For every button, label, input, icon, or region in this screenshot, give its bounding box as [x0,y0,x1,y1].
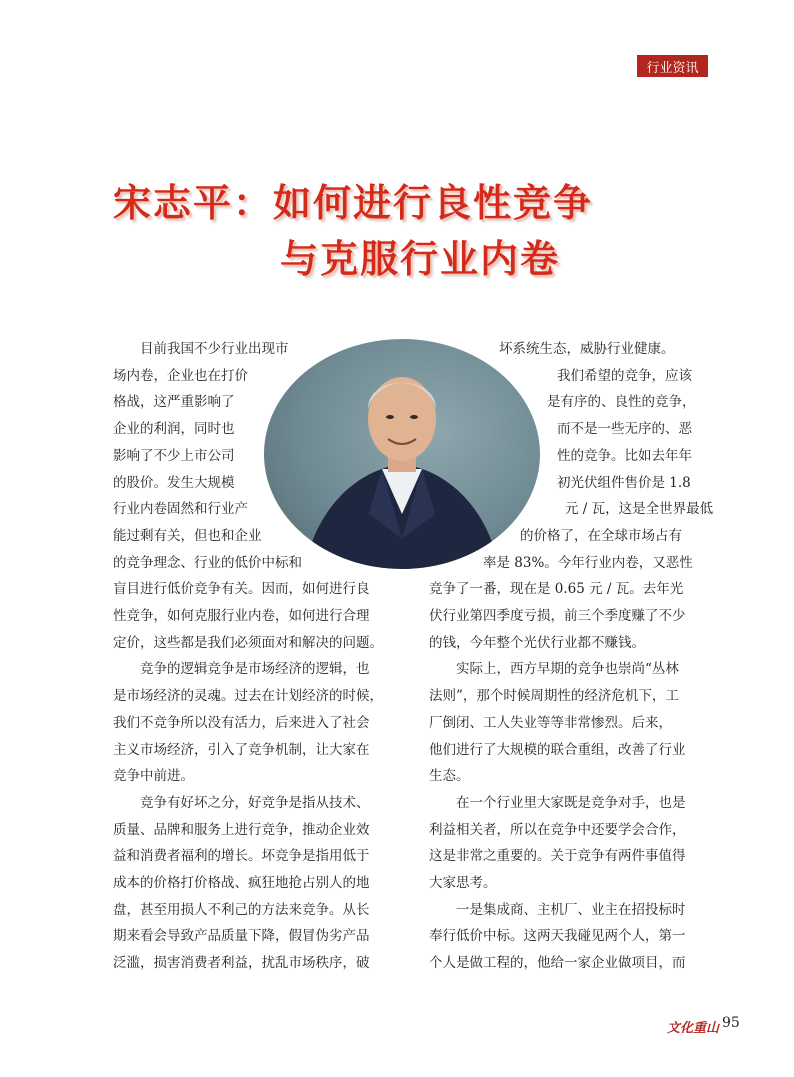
left-column-line: 期来看会导致产品质量下降，假冒伪劣产品 [113,928,370,944]
right-column-line: 初光伏组件售价是 1.8 [557,475,691,491]
left-column-line: 主义市场经济，引入了竞争机制，让大家在 [113,742,370,758]
right-column-line: 是有序的、良性的竞争， [547,394,696,410]
right-column-line: 生态。 [429,768,470,784]
left-column-line: 行业内卷固然和行业产 [113,501,248,517]
left-column-line: 定价，这些都是我们必须面对和解决的问题。 [113,635,383,651]
left-column-line: 场内卷，企业也在打价 [113,368,248,384]
left-column-line: 益和消费者福利的增长。坏竞争是指用低于 [113,848,370,864]
left-column-line: 竞争的逻辑竞争是市场经济的逻辑，也 [113,661,370,677]
right-column-line: 个人是做工程的，他给一家企业做项目，而 [429,955,686,971]
section-tag: 行业资讯 [637,55,708,77]
right-column-line: 大家思考。 [429,875,497,891]
left-column-line: 影响了不少上市公司 [113,448,235,464]
page-number: 95 [722,1015,740,1031]
left-column-line: 的竞争理念、行业的低价中标和 [113,555,302,571]
right-column-line: 奉行低价中标。这两天我碰见两个人，第一 [429,928,686,944]
right-column-line: 率是 83%。今年行业内卷，又恶性 [483,555,693,571]
left-column-line: 竞争有好坏之分，好竞争是指从技术、 [113,795,370,811]
left-column-line: 盘，甚至用损人不利己的方法来竞争。从长 [113,902,370,918]
right-column-line: 我们希望的竞争，应该 [557,368,692,384]
left-column-line: 企业的利润，同时也 [113,421,235,437]
article-title-line-1: 宋志平：如何进行良性竞争 [113,180,594,225]
portrait-photo [264,339,540,569]
right-column-line: 一是集成商、主机厂、业主在招投标时 [429,902,686,918]
right-column-line: 元 / 瓦，这是全世界最低 [565,501,714,517]
right-column-line: 性的竞争。比如去年年 [557,448,692,464]
right-column-line: 在一个行业里大家既是竞争对手，也是 [429,795,686,811]
left-column-line: 性竞争，如何克服行业内卷，如何进行合理 [113,608,370,624]
right-column-line: 利益相关者，所以在竞争中还要学会合作， [429,822,686,838]
article-title-line-2: 与克服行业内卷 [280,236,561,281]
right-column-line: 竞争了一番，现在是 0.65 元 / 瓦。去年光 [429,581,684,597]
right-column-line: 他们进行了大规模的联合重组，改善了行业 [429,742,686,758]
magazine-logo: 文化重山 [667,1021,720,1036]
right-column-line: 厂倒闭、工人失业等等非常惨烈。后来， [429,715,672,731]
right-column-line: 伏行业第四季度亏损，前三个季度赚了不少 [429,608,686,624]
right-column-line: 的价格了，在全球市场占有 [520,528,682,544]
left-column-line: 泛滥，损害消费者利益，扰乱市场秩序，破 [113,955,370,971]
right-column-line: 实际上，西方早期的竞争也崇尚“丛林 [429,661,679,677]
left-column-line: 格战，这严重影响了 [113,394,235,410]
left-column-line: 成本的价格打价格战、疯狂地抢占别人的地 [113,875,370,891]
left-column-line: 质量、品牌和服务上进行竞争，推动企业效 [113,822,370,838]
left-column-line: 目前我国不少行业出现市 [113,341,289,357]
left-column-line: 我们不竞争所以没有活力，后来进入了社会 [113,715,370,731]
left-column-line: 盲目进行低价竞争有关。因而，如何进行良 [113,581,370,597]
left-column-line: 是市场经济的灵魂。过去在计划经济的时候， [113,688,383,704]
right-column-line: 而不是一些无序的、恶 [557,421,692,437]
right-column-line: 坏系统生态，威胁行业健康。 [499,341,675,357]
left-column-line: 的股价。发生大规模 [113,475,235,491]
left-column-line: 能过剩有关，但也和企业 [113,528,262,544]
right-column-line: 这是非常之重要的。关于竞争有两件事值得 [429,848,686,864]
right-column-line: 法则”，那个时候周期性的经济危机下，工 [429,688,679,704]
left-column-line: 竞争中前进。 [113,768,194,784]
right-column-line: 的钱，今年整个光伏行业都不赚钱。 [429,635,645,651]
